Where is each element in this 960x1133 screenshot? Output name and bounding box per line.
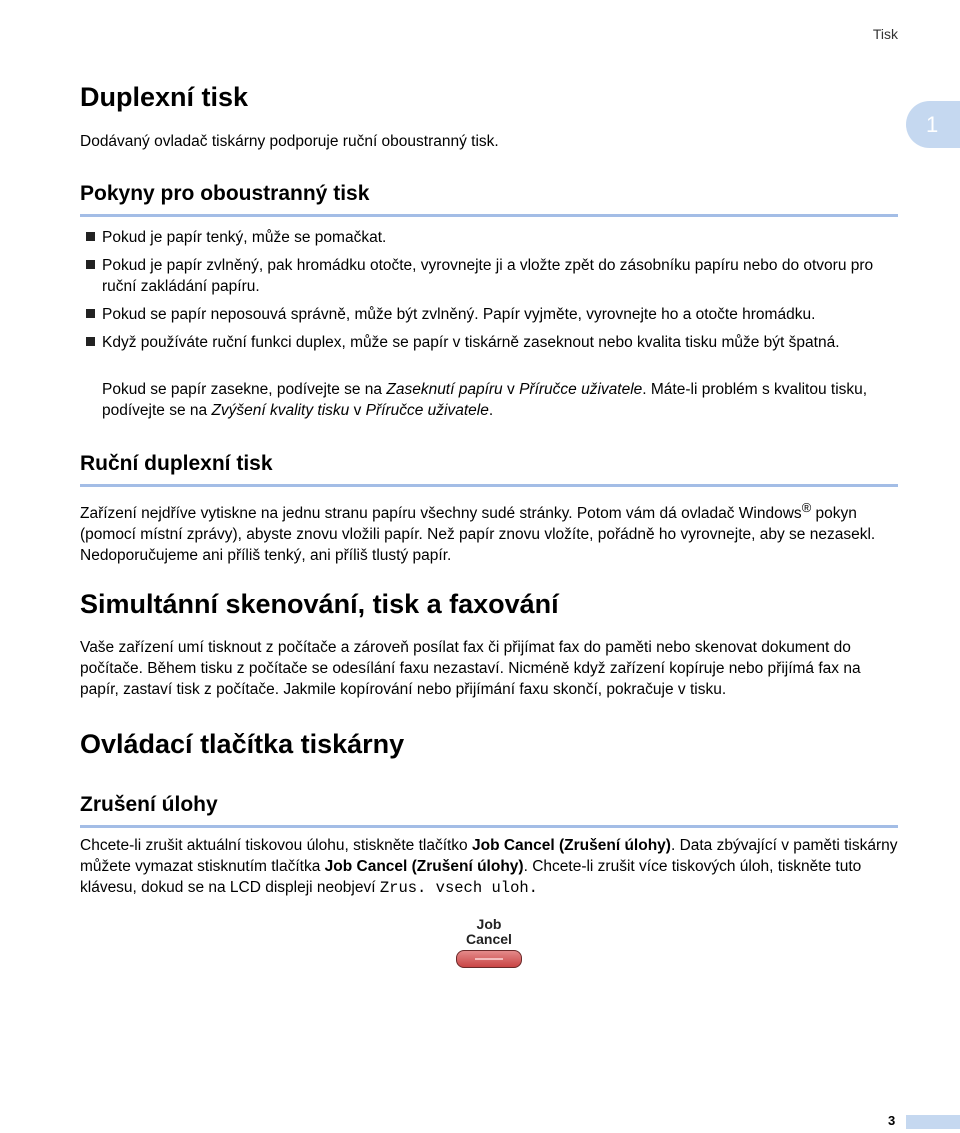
link-print-quality[interactable]: Zvýšení kvality tisku [211, 402, 350, 419]
body-text: . Data zbývající v paměti tiskárny můžete vymazat stisknutím tlačítka [80, 837, 898, 875]
job-cancel-button-label-line1: Job [476, 916, 502, 932]
job-cancel-button-label-line2: Cancel [466, 931, 512, 947]
simultaneous-body: Vaše zařízení umí tisknout z počítače a zároveň posílat fax či přijímat fax do paměti nebo skenovat dokument do počítače. Během tisku z počítače se odesílání faxu nezastaví. Nicméně když zařízení kopíruje nebo přijímá fax na papír, zastaví tisk z počítače. Jakmile kopírování nebo přijímání faxu skončí, pokračuje v tisku. [80, 639, 861, 698]
note-text: v [349, 402, 366, 419]
list-item-text: Pokud je papír tenký, může se pomačkat. [102, 229, 387, 246]
bullet-icon [86, 309, 95, 318]
section-title-cancel: Zrušení úlohy [80, 793, 898, 828]
note-text: v [502, 381, 520, 398]
page-number: 3 [888, 1113, 896, 1128]
chapter-tab: 1 [906, 101, 960, 148]
section-title-printer-buttons: Ovládací tlačítka tiskárny [80, 729, 405, 759]
page-tab [906, 1115, 960, 1129]
cancel-body [80, 835, 898, 899]
body-text: Chcete-li zrušit aktuální tiskovou úlohu, stiskněte tlačítko [80, 837, 472, 854]
list-item [80, 255, 898, 297]
section-title-duplex: Duplexní tisk [80, 82, 249, 112]
link-paper-jam[interactable]: Zaseknutí papíru [386, 381, 503, 398]
section-title-guidelines: Pokyny pro oboustranný tisk [80, 182, 898, 217]
registered-mark: ® [801, 500, 812, 515]
body-text: . Chcete-li zrušit více tiskových úloh, tiskněte tuto klávesu, dokud se na LCD displeji neobjeví [80, 858, 862, 896]
bullet-icon [86, 232, 95, 241]
section-title-simultaneous: Simultánní skenování, tisk a faxování [80, 589, 559, 619]
section-title-manual-duplex: Ruční duplexní tisk [80, 452, 898, 487]
list-item [80, 332, 898, 353]
duplex-intro: Dodávaný ovladač tiskárny podporuje ruční oboustranný tisk. [80, 133, 499, 150]
guidelines-note [80, 379, 898, 421]
note-text: . Máte-li problém s kvalitou tisku, podívejte se na [102, 381, 868, 419]
guidelines-list [80, 227, 898, 360]
job-cancel-label: Job Cancel (Zrušení úlohy) [324, 858, 524, 875]
note-text: . [488, 402, 494, 419]
manual-duplex-body [80, 497, 898, 566]
list-item-text: Když používáte ruční funkci duplex, může se papír v tiskárně zaseknout nebo kvalita tisku může být špatná. [102, 334, 840, 351]
link-user-guide[interactable]: Příručce uživatele [519, 381, 643, 398]
lcd-message: Zrus. vsech uloh. [379, 879, 538, 897]
list-item [80, 227, 898, 248]
body-text: pokyn (pomocí místní zprávy), abyste znovu vložili papír. Než papír znovu vložíte, pořádně ho vyrovnejte, aby se nezasekl. Nedoporučujeme ani příliš tenký, ani příliš tlustý papír. [80, 505, 876, 565]
job-cancel-button [456, 950, 522, 968]
bullet-icon [86, 260, 95, 269]
link-user-guide[interactable]: Příručce uživatele [365, 402, 489, 419]
job-cancel-label: Job Cancel (Zrušení úlohy) [472, 837, 671, 854]
job-cancel-button-figure [455, 917, 523, 968]
running-header: Tisk [872, 26, 898, 42]
bullet-icon [86, 337, 95, 346]
list-item-text: Pokud je papír zvlněný, pak hromádku otočte, vyrovnejte ji a vložte zpět do zásobníku papíru nebo do otvoru pro ruční zakládání papíru. [102, 257, 874, 295]
note-text: Pokud se papír zasekne, podívejte se na [102, 381, 387, 398]
list-item-text: Pokud se papír neposouvá správně, může být zvlněný. Papír vyjměte, vyrovnejte ho a otočte hromádku. [102, 306, 816, 323]
body-text: Zařízení nejdříve vytiskne na jednu stranu papíru všechny sudé stránky. Potom vám dá ovladač Windows [80, 505, 802, 523]
list-item [80, 304, 898, 325]
